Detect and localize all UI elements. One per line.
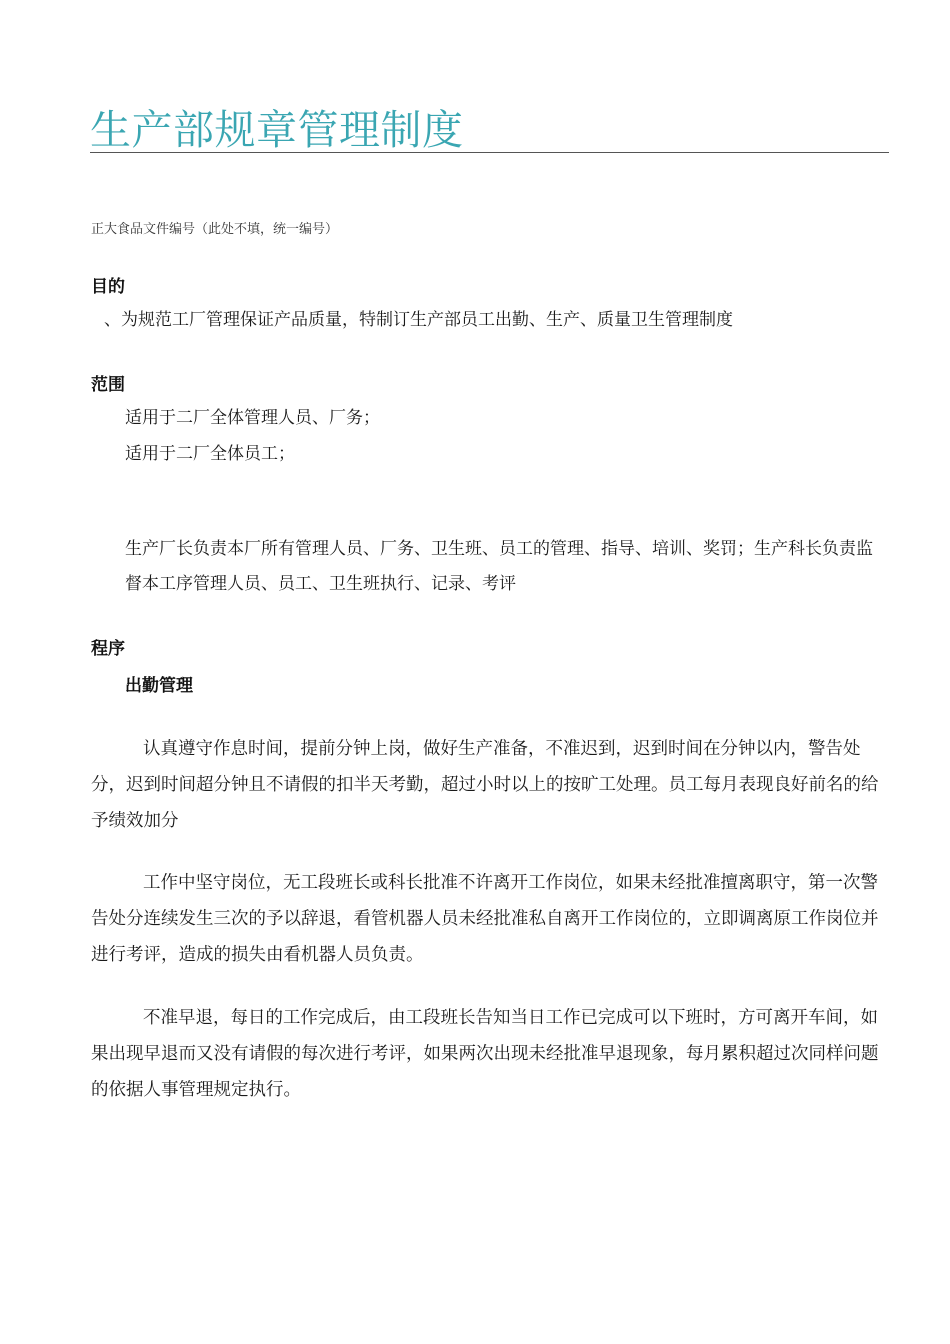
document-number: 正大食品文件编号（此处不填，统一编号） [91,222,339,237]
purpose-text: 、为规范工厂管理保证产品质量，特制订生产部员工出勤、生产、质量卫生管理制度 [104,310,733,330]
section-heading-procedure: 程序 [91,639,125,659]
section-heading-scope: 范围 [91,375,125,395]
procedure-paragraph-1: 认真遵守作息时间，提前分钟上岗，做好生产准备，不准迟到，迟到时间在分钟以内，警告处分，迟到时间超分钟且不请假的扣半天考勤，超过小时以上的按旷工处理。员工每月表现良好前名的给予绩效加分 [91,739,879,831]
document-title: 生产部规章管理制度 [90,106,464,154]
section-heading-purpose: 目的 [91,277,125,297]
procedure-paragraph-3: 不准早退，每日的工作完成后，由工段班长告知当日工作已完成可以下班时，方可离开车间，如果出现早退而又没有请假的每次进行考评，如果两次出现未经批准早退现象，每月累积超过次同样问题的依据人事管理规定执行。 [91,1008,879,1100]
procedure-paragraph-2: 工作中坚守岗位，无工段班长或科长批准不许离开工作岗位，如果未经批准擅离职守，第一次警告处分连续发生三次的予以辞退，看管机器人员未经批准私自离开工作岗位的，立即调离原工作岗位并进行考评，造成的损失由看机器人员负责。 [91,873,879,965]
responsibility-text: 生产厂长负责本厂所有管理人员、厂务、卫生班、员工的管理、指导、培训、奖罚；生产科长负责监督本工序管理人员、员工、卫生班执行、记录、考评 [125,539,873,594]
title-underline [90,152,889,153]
subheading-attendance: 出勤管理 [125,676,193,696]
scope-item-2: 适用于二厂全体员工； [125,444,295,464]
scope-item-1: 适用于二厂全体管理人员、厂务； [125,408,380,428]
